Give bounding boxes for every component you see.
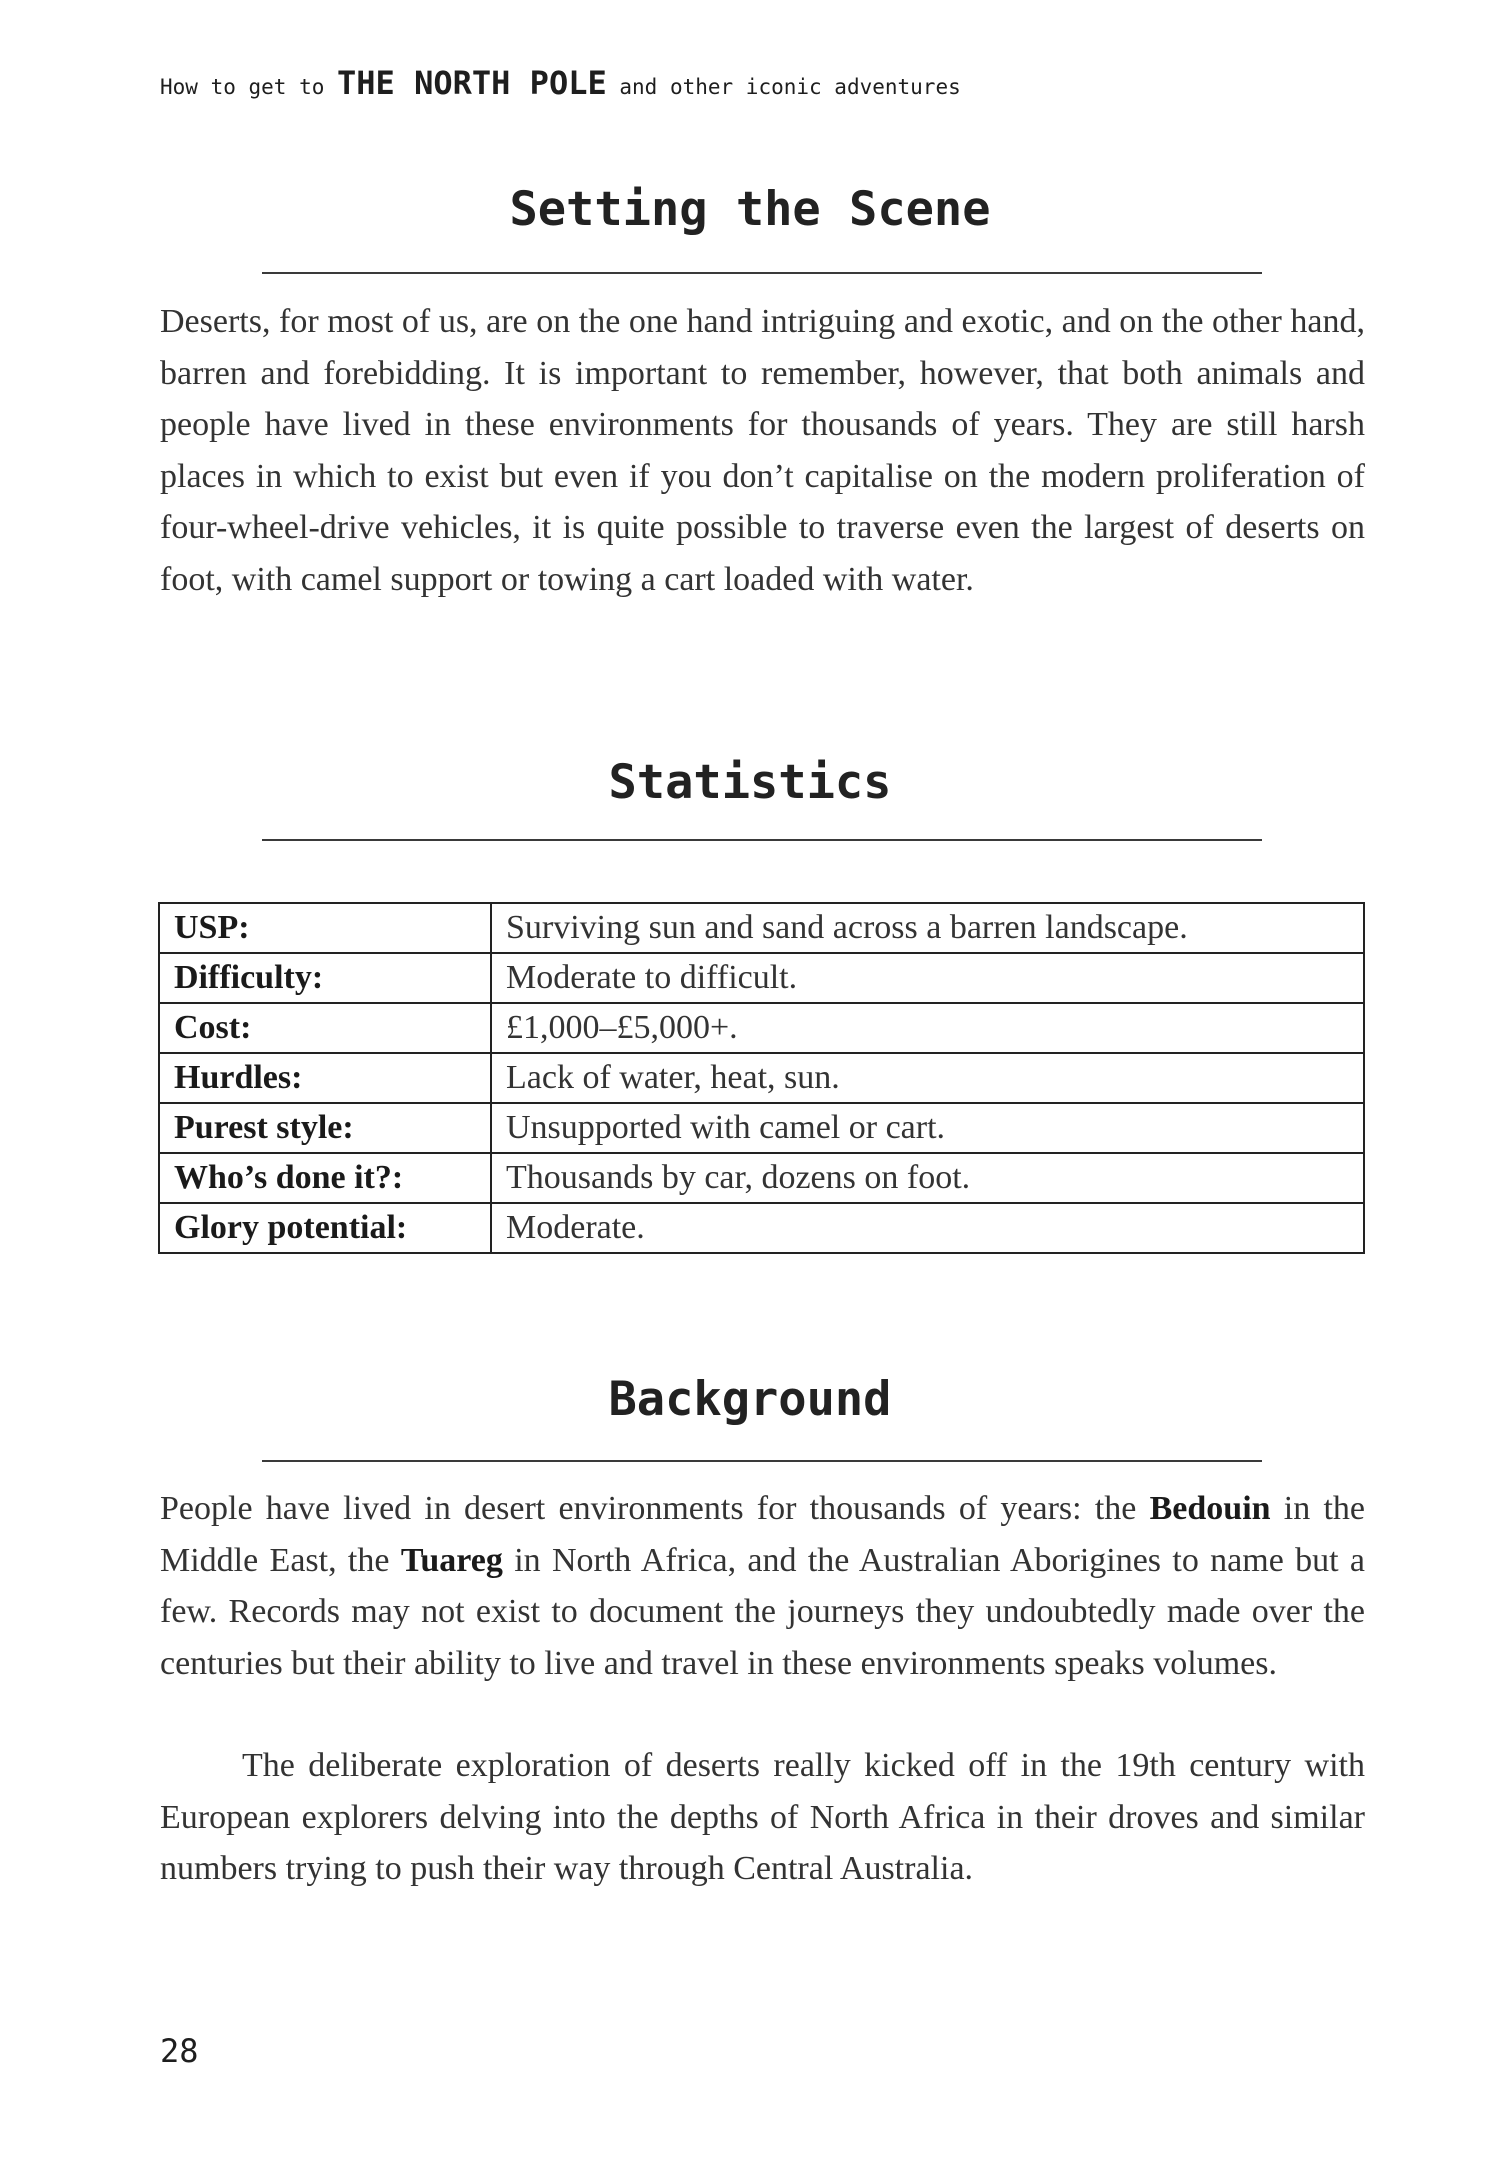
- bedouin-term: Bedouin: [1149, 1490, 1271, 1527]
- statistics-value: £1,000–£5,000+.: [491, 1003, 1364, 1053]
- background-paragraph-1: [160, 1483, 1365, 1689]
- statistics-row: [159, 1053, 1364, 1103]
- background-p1-text-3: in North Africa, and the Australian Aborigines to name but a few. Records may not exist to document the journeys they undoubtedly made over the centuries but their ability to live and travel in these environments speaks volumes.: [160, 1541, 1365, 1682]
- statistics-label: Hurdles:: [159, 1053, 491, 1103]
- setting-the-scene-rule: [262, 272, 1262, 274]
- background-paragraph-2: The deliberate exploration of deserts really kicked off in the 19th century with European explorers delving into the depths of North Africa in their droves and similar numbers trying to push their way through Central Australia.: [160, 1747, 1365, 1887]
- statistics-heading: Statistics: [608, 755, 892, 810]
- statistics-value: Unsupported with camel or cart.: [491, 1103, 1364, 1153]
- statistics-table-body: [159, 903, 1364, 1253]
- tuareg-term: Tuareg: [400, 1541, 503, 1579]
- statistics-row: [159, 1203, 1364, 1253]
- background-rule: [262, 1460, 1262, 1462]
- statistics-value: Moderate to difficult.: [491, 953, 1364, 1003]
- background-heading: Background: [608, 1372, 892, 1427]
- statistics-row: [159, 953, 1364, 1003]
- statistics-value: Moderate.: [491, 1203, 1364, 1253]
- statistics-label: Purest style:: [159, 1103, 491, 1153]
- statistics-table: [158, 902, 1365, 1254]
- statistics-value: Lack of water, heat, sun.: [491, 1053, 1364, 1103]
- background-p1-text-2: in the Middle East, the: [160, 1490, 1366, 1579]
- statistics-label: USP:: [159, 903, 491, 953]
- statistics-row: [159, 903, 1364, 953]
- running-header-prefix: How to get to: [160, 75, 338, 99]
- statistics-row: [159, 1003, 1364, 1053]
- statistics-value: Surviving sun and sand across a barren landscape.: [491, 903, 1364, 953]
- setting-the-scene-heading: Setting the Scene: [509, 182, 991, 237]
- running-header-suffix: and other iconic adventures: [606, 75, 961, 99]
- page-number: 28: [160, 2032, 199, 2070]
- statistics-row: [159, 1103, 1364, 1153]
- statistics-label: Difficulty:: [159, 953, 491, 1003]
- running-header-title: THE NORTH POLE: [337, 64, 607, 102]
- statistics-label: Who’s done it?:: [159, 1153, 491, 1203]
- statistics-value: Thousands by car, dozens on foot.: [491, 1153, 1364, 1203]
- running-header: [160, 64, 961, 102]
- setting-the-scene-paragraph: Deserts, for most of us, are on the one hand intriguing and exotic, and on the other hand, barren and forebidding. It is important to remember, however, that both animals and people have lived in these environments for thousands of years. They are still harsh places in which to exist but even if you don’t capitalise on the modern proliferation of four-wheel-drive vehicles, it is quite possible to traverse even the largest of deserts on foot, with camel support or towing a cart loaded with water.: [160, 303, 1365, 598]
- statistics-label: Glory potential:: [159, 1203, 491, 1253]
- background-p1-text-1: People have lived in desert environments for thousands of years: the: [160, 1490, 1150, 1527]
- statistics-rule: [262, 839, 1262, 841]
- statistics-row: [159, 1153, 1364, 1203]
- statistics-label: Cost:: [159, 1003, 491, 1053]
